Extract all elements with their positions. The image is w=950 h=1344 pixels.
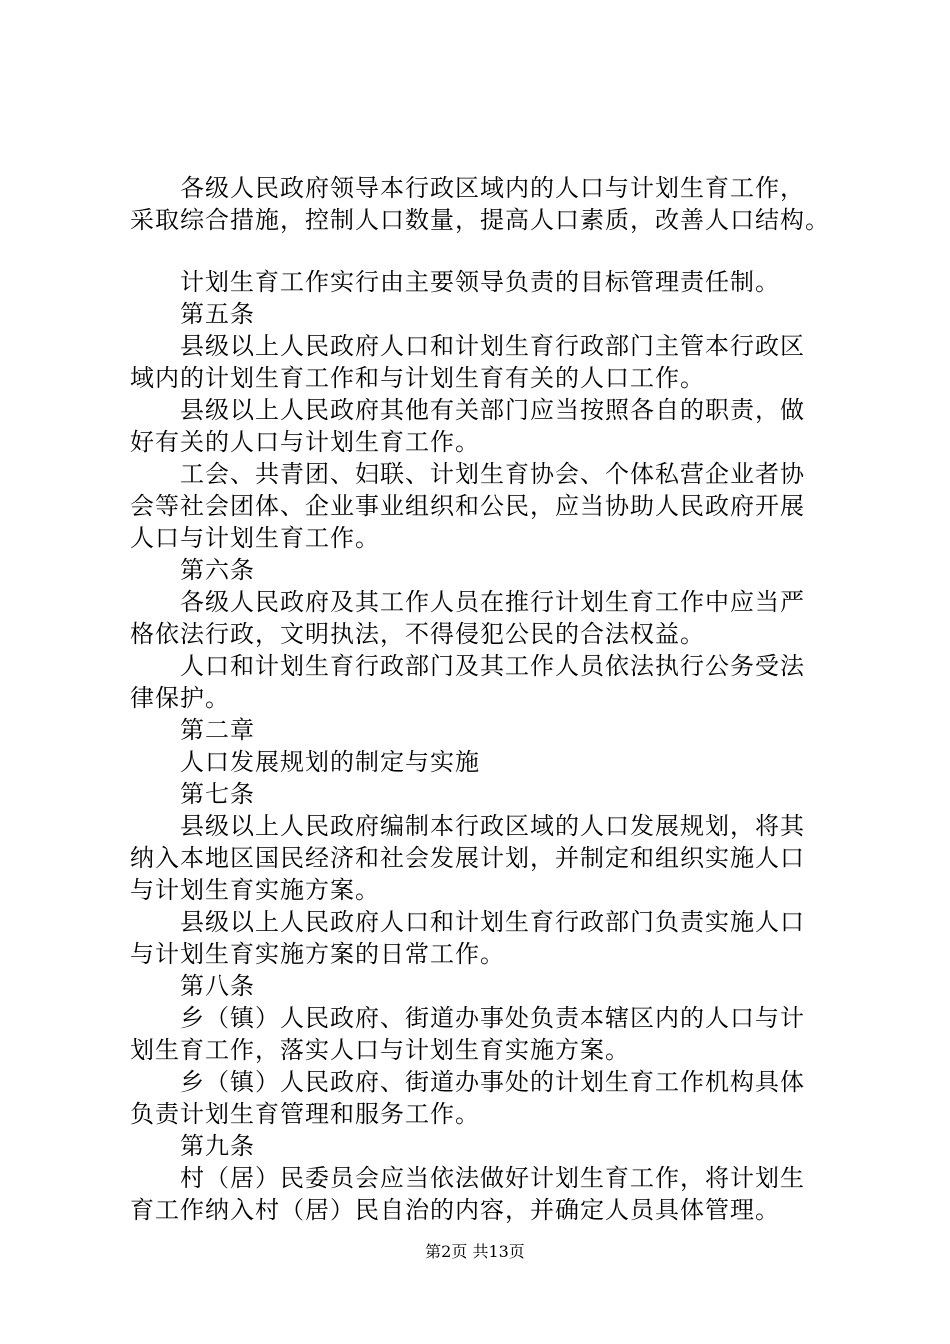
text-line: 格依法行政，文明执法，不得侵犯公民的合法权益。: [130, 620, 705, 648]
text-line: 律保护。: [130, 684, 230, 712]
text-line: 村（居）民委员会应当依法做好计划生育工作，将计划生: [180, 1164, 805, 1192]
text-line: 各级人民政府及其工作人员在推行计划生育工作中应当严: [180, 588, 805, 616]
text-line: 计划生育工作实行由主要领导负责的目标管理责任制。: [180, 268, 780, 296]
text-line: 人口和计划生育行政部门及其工作人员依法执行公务受法: [180, 652, 805, 680]
text-line: 域内的计划生育工作和与计划生育有关的人口工作。: [130, 364, 705, 392]
text-line: 与计划生育实施方案。: [130, 876, 380, 904]
document-body: [130, 172, 842, 1226]
text-line: 纳入本地区国民经济和社会发展计划，并制定和组织实施人口: [130, 844, 805, 872]
text-line: 会等社会团体、企业事业组织和公民，应当协助人民政府开展: [130, 492, 805, 520]
text-line: 县级以上人民政府人口和计划生育行政部门主管本行政区: [180, 332, 805, 360]
text-line: 育工作纳入村（居）民自治的内容，并确定人员具体管理。: [130, 1196, 780, 1224]
text-line: 好有关的人口与计划生育工作。: [130, 428, 480, 456]
text-line: 工会、共青团、妇联、计划生育协会、个体私营企业者协: [180, 460, 805, 488]
text-line: 人口与计划生育工作。: [130, 524, 380, 552]
text-line: 与计划生育实施方案的日常工作。: [130, 940, 505, 968]
article-heading: 第七条: [180, 780, 255, 808]
text-line: 采取综合措施，控制人口数量，提高人口素质，改善人口结构。: [130, 206, 830, 234]
paragraph-gap: [130, 236, 842, 266]
article-heading: 第六条: [180, 556, 255, 584]
chapter-heading: 第二章: [180, 716, 255, 744]
text-line: 乡（镇）人民政府、街道办事处负责本辖区内的人口与计: [180, 1004, 805, 1032]
article-heading: 第八条: [180, 972, 255, 1000]
text-line: 各级人民政府领导本行政区域内的人口与计划生育工作，: [180, 174, 805, 202]
text-line: 负责计划生育管理和服务工作。: [130, 1100, 480, 1128]
text-line: 乡（镇）人民政府、街道办事处的计划生育工作机构具体: [180, 1068, 805, 1096]
text-line: 县级以上人民政府人口和计划生育行政部门负责实施人口: [180, 908, 805, 936]
text-line: 县级以上人民政府编制本行政区域的人口发展规划，将其: [180, 812, 805, 840]
article-heading: 第五条: [180, 300, 255, 328]
chapter-title: 人口发展规划的制定与实施: [180, 748, 480, 776]
text-line: 县级以上人民政府其他有关部门应当按照各自的职责，做: [180, 396, 805, 424]
page-number-footer: 第2页 共13页: [425, 1242, 525, 1261]
text-line: 划生育工作，落实人口与计划生育实施方案。: [130, 1036, 630, 1064]
article-heading: 第九条: [180, 1132, 255, 1160]
